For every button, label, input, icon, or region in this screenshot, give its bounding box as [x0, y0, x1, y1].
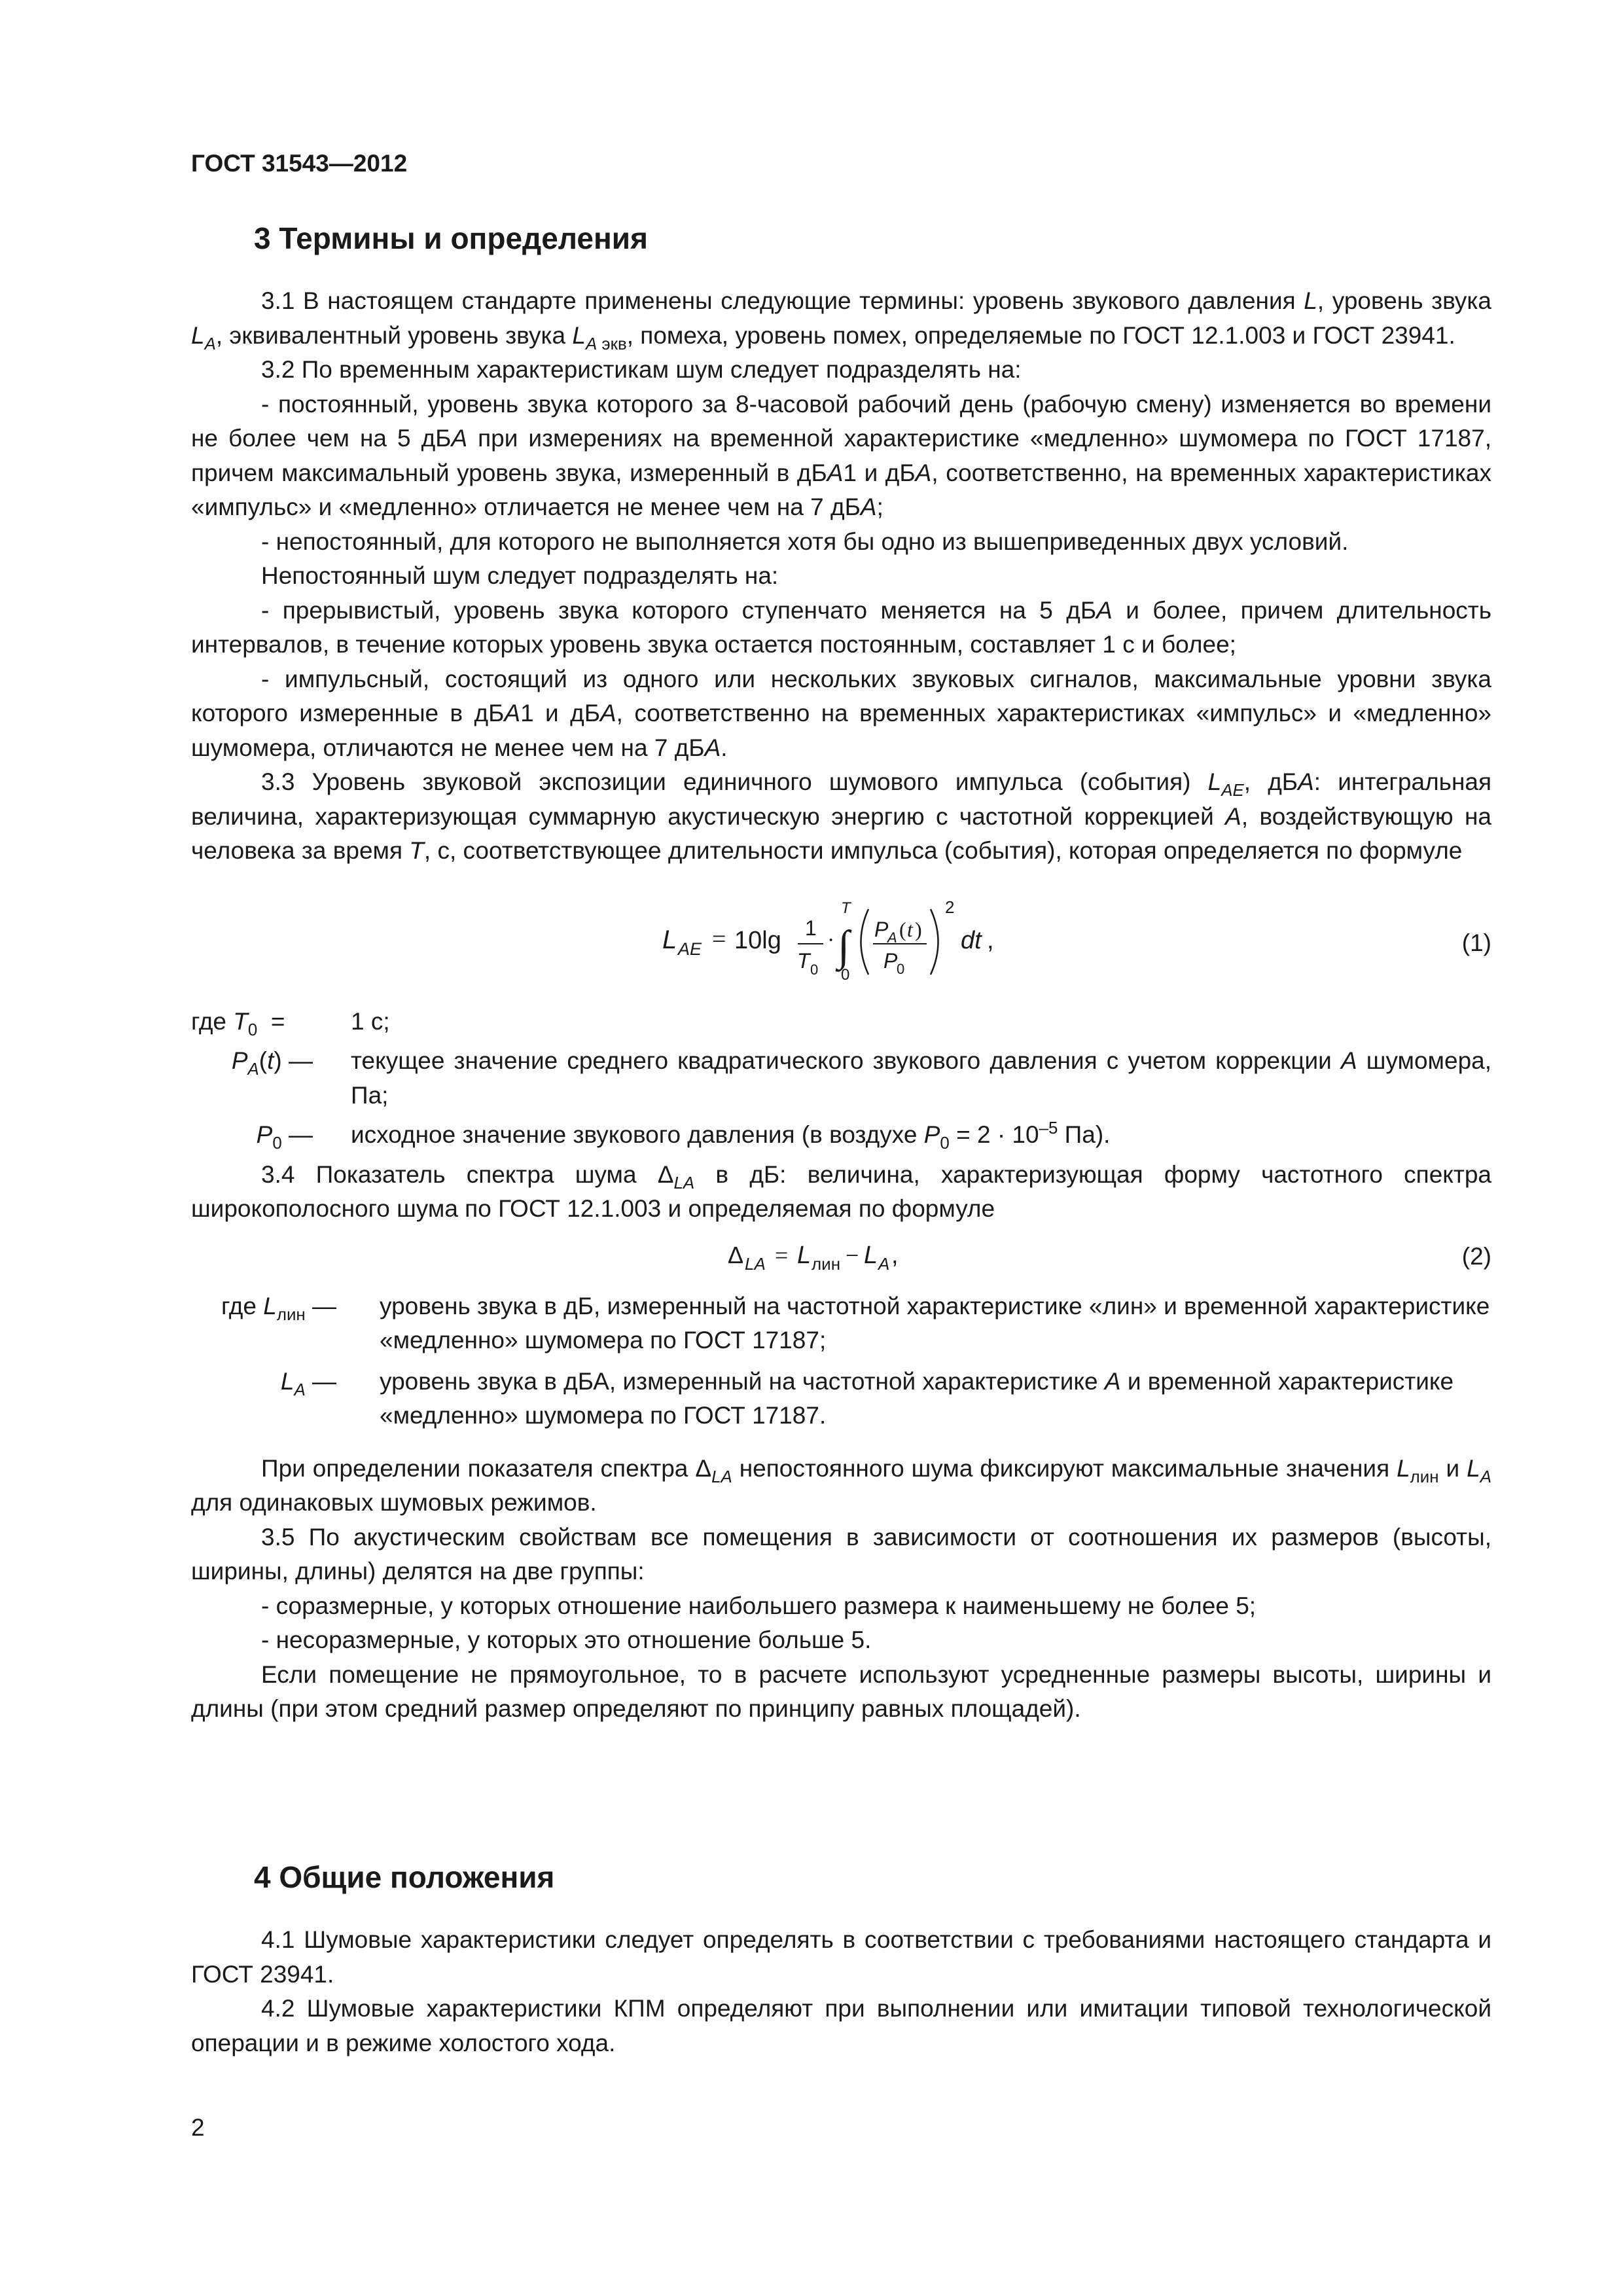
section-3 [191, 219, 1491, 1727]
formula-1-graphic [191, 869, 1491, 999]
paragraph-3-3: 3.3 Уровень звуковой экспозиции единичного шумового импульса (события) $L_{AE}$, дБA: интегральная величина, характеризующая суммарную акустическую энергию с частотной коррекцией A, воздействующую на человека за время T, с, соответствующее длительности импульса (события), которая определяется по формуле [191, 768, 1491, 864]
section-4-title: 4 Общие положения [254, 1860, 555, 1894]
page-number: 2 [191, 2114, 205, 2141]
paragraph-3-5-nonrectangular: Если помещение не прямоугольное, то в расчете используют усредненные размеры высоты, ширины и длины (при этом средний размер определяют по принципу равных площадей). [191, 1660, 1491, 1722]
svg-text:L: L [797, 1241, 812, 1269]
svg-text:A: A [878, 1253, 890, 1274]
svg-text:A: A [887, 929, 897, 946]
definition-Llin: уровень звука в дБ, измеренный на частотной характеристике «лин» и временной характеристике «медленно» шумомера по ГОСТ 17187; [380, 1292, 1490, 1354]
formula-1 [191, 869, 1491, 999]
document-header: ГОСТ 31543—2012 [191, 150, 408, 177]
svg-text:10lg: 10lg [734, 926, 781, 954]
svg-text:лин: лин [812, 1253, 841, 1274]
formula-2-definitions [191, 1289, 1491, 1433]
svg-text:=: = [775, 1242, 789, 1268]
definition-term-LA: $L_A$ — [280, 1367, 336, 1399]
svg-text:,: , [987, 926, 994, 954]
svg-text:t: t [907, 917, 913, 941]
svg-text:P: P [883, 948, 898, 973]
section-3-title: 3 Термины и определения [254, 221, 648, 255]
formula-2-graphic [191, 1227, 1491, 1289]
definition-term-PA: $P_A(t)$ — [231, 1047, 313, 1079]
paragraph-4-1: 4.1 Шумовые характеристики следует определять в соответствии с требованиями настоящего стандарта и ГОСТ 23941. [191, 1926, 1491, 1988]
paragraph-4-2: 4.2 Шумовые характеристики КПМ определяют при выполнении или имитации типовой технологической операции и в режиме холостого хода. [191, 1995, 1491, 2056]
svg-text:P: P [874, 917, 889, 941]
paragraph-3-1: 3.1 В настоящем стандарте применены следующие термины: уровень звукового давления L, уровень звука $L_A$, эквивалентный уровень звука $L_A$ $_{экв}$, помеха, уровень помех, определяемые по ГОСТ 12.1.003 и ГОСТ 23941. [191, 287, 1491, 353]
definition-term-P0: $P_0$ — [256, 1121, 313, 1153]
definition-term-T0: где $T_0$ = [191, 1007, 285, 1039]
definition-P0: исходное значение звукового давления (в воздухе $P_0 = 2 \cdot 10^{-5}$ Па). [351, 1119, 1111, 1153]
definition-LA: уровень звука в дБА, измеренный на частотной характеристике A и временной характеристике «медленно» шумомера по ГОСТ 17187. [380, 1367, 1454, 1429]
svg-text:1: 1 [805, 916, 817, 940]
svg-text:−: − [846, 1242, 859, 1268]
paragraph-3-5-proportional: - соразмерные, у которых отношение наибольшего размера к наименьшему не более 5; [261, 1592, 1257, 1619]
svg-text:=: = [712, 925, 726, 953]
equation-1-number: (1) [1461, 929, 1491, 956]
svg-text:Δ: Δ [728, 1241, 744, 1268]
svg-text:(: ( [899, 917, 906, 941]
svg-text:): ) [915, 917, 922, 941]
svg-text:,: , [891, 1241, 899, 1269]
svg-text:AE: AE [678, 939, 702, 959]
svg-text:0: 0 [810, 961, 819, 978]
paragraph-3-2-nonconstant: - непостоянный, для которого не выполняется хотя бы одно из вышеприведенных двух условий. [261, 528, 1349, 555]
svg-text:0: 0 [841, 965, 850, 984]
paragraph-3-2-nonconstant-intro: Непостоянный шум следует подразделять на: [261, 562, 779, 589]
svg-text:T: T [841, 899, 851, 917]
formula-1-definitions [191, 1005, 1491, 1153]
svg-text:dt: dt [961, 926, 982, 954]
definition-T0: 1 с; [351, 1007, 390, 1035]
formula-2 [191, 1227, 1491, 1289]
paragraph-3-5-nonproportional: - несоразмерные, у которых это отношение больше 5. [261, 1626, 872, 1653]
paragraph-3-4: 3.4 Показатель спектра шума $\Delta_{LA}$ в дБ: величина, характеризующая форму частотного спектра широкополосного шума по ГОСТ 12.1.003 и определяемая по формуле [191, 1160, 1491, 1222]
paragraph-3-5: 3.5 По акустическим свойствам все помещения в зависимости от соотношения их размеров (высоты, ширины, длины) делятся на две группы: [191, 1523, 1491, 1585]
equation-2-number: (2) [1461, 1242, 1491, 1270]
svg-text:0: 0 [897, 960, 905, 977]
svg-text:2: 2 [945, 897, 955, 917]
paragraph-3-2-constant: - постоянный, уровень звука которого за 8-часовой рабочий день (рабочую смену) изменяется во времени не более чем на 5 дБA при измерениях на временной характеристике «медленно» шумомера по ГОСТ 17187, причем максимальный уровень звука, измеренный в дБA1 и дБA, соответственно, на временных характеристиках «импульс» и «медленно» отличается не менее чем на 7 дБA; [191, 390, 1491, 520]
paragraph-3-2-impulse: - импульсный, состоящий из одного или нескольких звуковых сигналов, максимальные уровни звука которого измеренные в дБA1 и дБA, соответственно на временных характеристиках «импульс» и «медленно» шумомера, отличаются не менее чем на 7 дБA. [191, 665, 1491, 761]
paragraph-spectrum-note: При определении показателя спектра $\Delta_{LA}$ непостоянного шума фиксируют максимальные значения $L_{лин}$ и $L_A$ для одинаковых шумовых режимов. [191, 1454, 1491, 1516]
svg-text:∫: ∫ [838, 922, 850, 970]
paragraph-3-2: 3.2 По временным характеристикам шум следует подразделять на: [261, 356, 1022, 383]
svg-text:L: L [662, 925, 677, 954]
definition-term-Llin: где $L_{лин}$ — [221, 1292, 336, 1324]
svg-text:LA: LA [745, 1253, 766, 1274]
svg-text:·: · [827, 927, 835, 952]
paragraph-3-2-intermittent: - прерывистый, уровень звука которого ступенчато меняется на 5 дБA и более, причем длительность интервалов, в течение которых уровень звука остается постоянным, составляет 1 с и более; [191, 596, 1491, 658]
section-4 [191, 1857, 1491, 2060]
svg-text:L: L [864, 1241, 878, 1269]
definition-PA: текущее значение среднего квадратического звукового давления с учетом коррекции A шумомера, Па; [351, 1047, 1492, 1109]
svg-text:T: T [797, 948, 810, 973]
